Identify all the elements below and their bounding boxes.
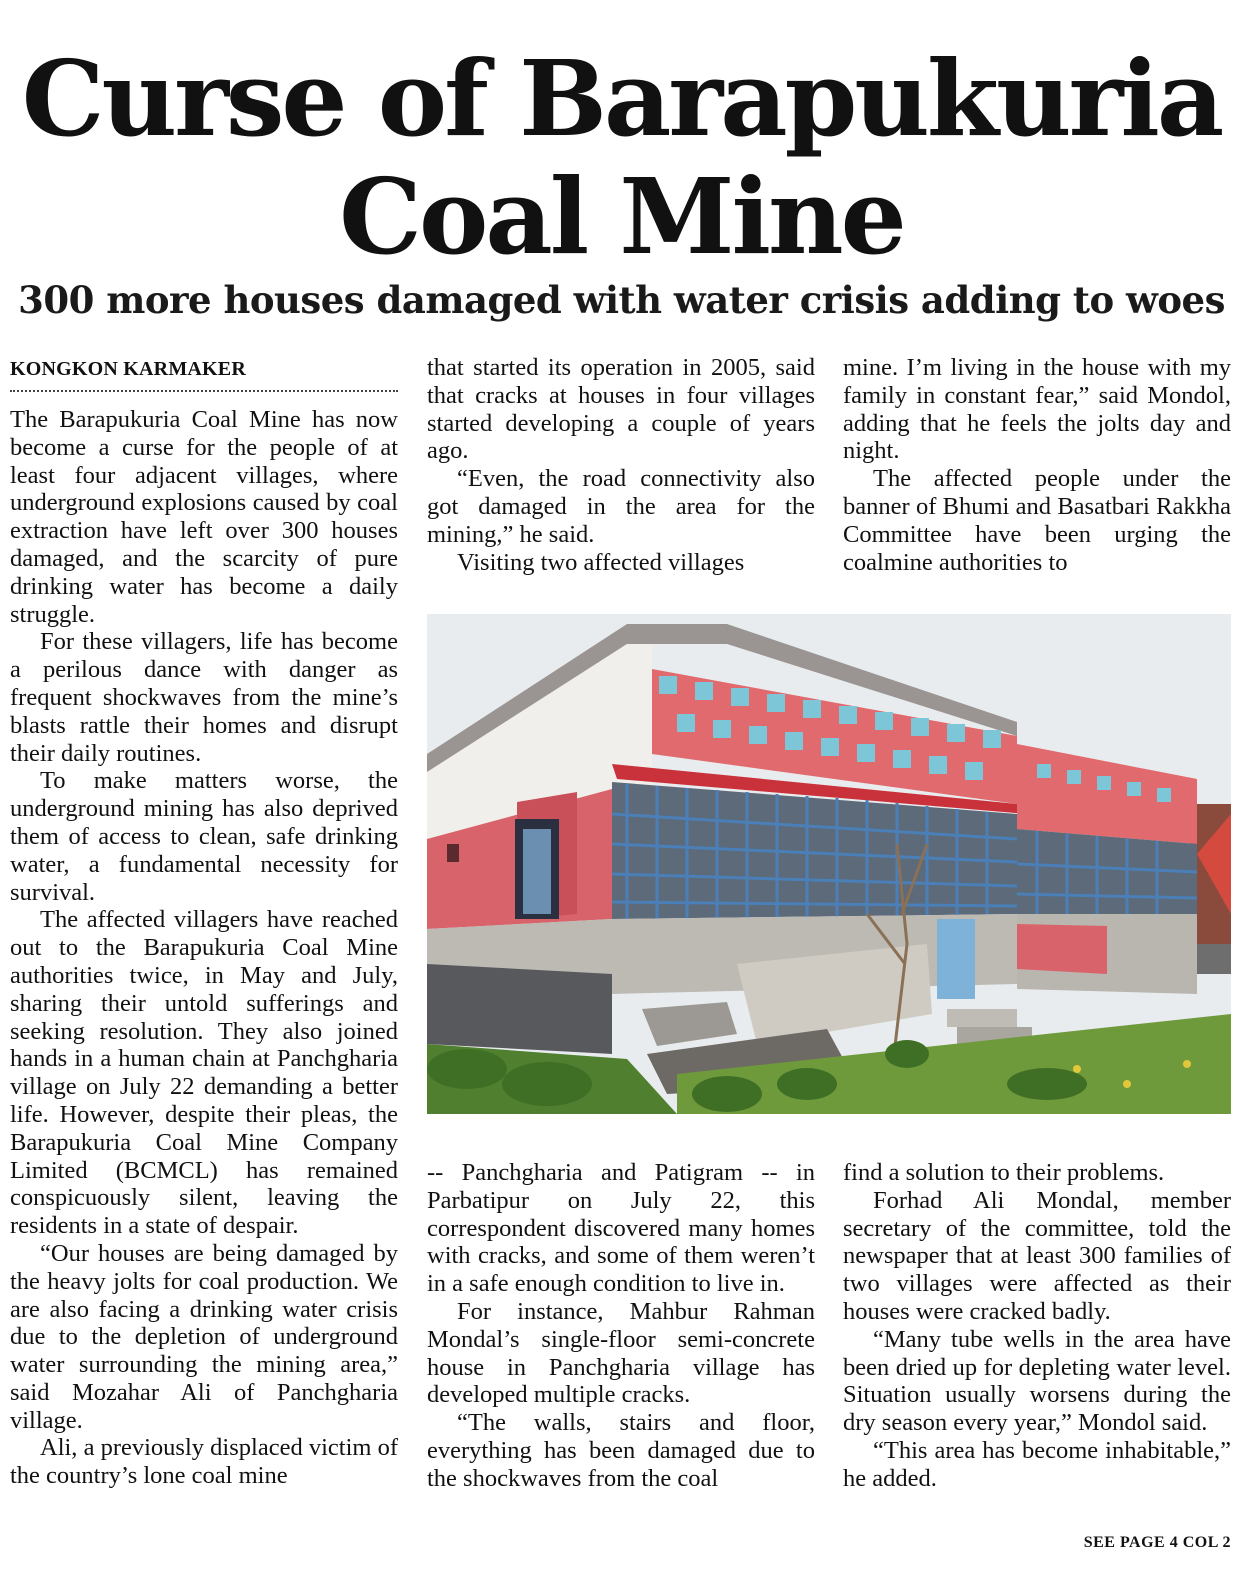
article-column-1: [10, 406, 398, 1490]
paragraph: The affected villagers have reached out to the Barapukuria Coal Mine authorities twice, in May and July, sharing their untold sufferings and seeking resolution. They also joined hands in a human chain at Panchgharia village on July 22 demanding a better life. However, despite their pleas, the Barapukuria Coal Mine Company Limited (BCMCL) has remained conspicuously silent, leaving the residents in a state of despair.: [10, 906, 398, 1240]
article-column-2-bottom: [427, 1159, 815, 1493]
paragraph: “The walls, stairs and floor, everything has been damaged due to the shockwaves from the coal: [427, 1409, 815, 1492]
paragraph: The Barapukuria Coal Mine has now become a curse for the people of at least four adjacent villages, where underground explosions caused by coal extraction have left over 300 houses damaged, and the scarcity of pure drinking water has become a daily struggle.: [10, 406, 398, 628]
article-column-2-top: [427, 354, 815, 576]
paragraph: For instance, Mahbur Rahman Mondal’s single-floor semi-concrete house in Panchgharia village has developed multiple cracks.: [427, 1297, 815, 1409]
article-column-3-bottom: [843, 1159, 1231, 1493]
paragraph: find a solution to their problems.: [843, 1159, 1165, 1186]
paragraph: “This area has become inhabitable,” he added.: [843, 1436, 1231, 1492]
paragraph: Visiting two affected villages: [457, 548, 745, 576]
paragraph: “Even, the road connectivity also got damaged in the area for the mining,” he said.: [427, 465, 815, 548]
headline-line-2: Coal Mine: [339, 155, 904, 278]
paragraph: For these villagers, life has become a perilous dance with danger as frequent shockwaves from the mine’s blasts rattle their homes and disrupt their daily routines.: [10, 628, 398, 767]
headline-line-1: Curse of Barapukuria: [21, 37, 1222, 160]
paragraph: that started its operation in 2005, said that cracks at houses in four villages started developing a couple of years ago.: [427, 354, 815, 465]
paragraph: The affected people under the banner of Bhumi and Basatbari Rakkha Committee have been urging the coalmine authorities to: [843, 465, 1231, 576]
article-column-3-top: [843, 354, 1231, 576]
news-photo-cracked-house: [427, 614, 1231, 1114]
paragraph: mine. I’m living in the house with my family in constant fear,” said Mondol, adding that he feels the jolts day and night.: [843, 354, 1231, 465]
paragraph: -- Panchgharia and Patigram -- in Parbatipur on July 22, this correspondent discovered many homes with cracks, and some of them weren’t in a safe enough condition to live in.: [427, 1159, 815, 1298]
continued-jump-line: SEE PAGE 4 COL 2: [1083, 1534, 1231, 1551]
paragraph: To make matters worse, the underground mining has also deprived them of access to clean, safe drinking water, a fundamental necessity for survival.: [10, 767, 398, 906]
cracked-house-illustration: [427, 614, 1231, 1114]
subheadline: 300 more houses damaged with water crisis adding to woes: [18, 278, 1225, 322]
paragraph: “Many tube wells in the area have been dried up for depleting water level. Situation usually worsens during the dry season every year,” Mondol said.: [843, 1325, 1231, 1437]
paragraph: Ali, a previously displaced victim of the country’s lone coal mine: [10, 1434, 398, 1490]
headline: [0, 37, 1243, 278]
byline: KONGKON KARMAKER: [10, 356, 398, 392]
paragraph: Forhad Ali Mondal, member secretary of the committee, told the newspaper that at least 300 families of two villages were affected as their houses were cracked badly.: [843, 1186, 1231, 1325]
paragraph: “Our houses are being damaged by the heavy jolts for coal production. We are also facing a drinking water crisis due to the depletion of underground water surrounding the mining area,” said Mozahar Ali of Panchgharia village.: [10, 1239, 398, 1434]
